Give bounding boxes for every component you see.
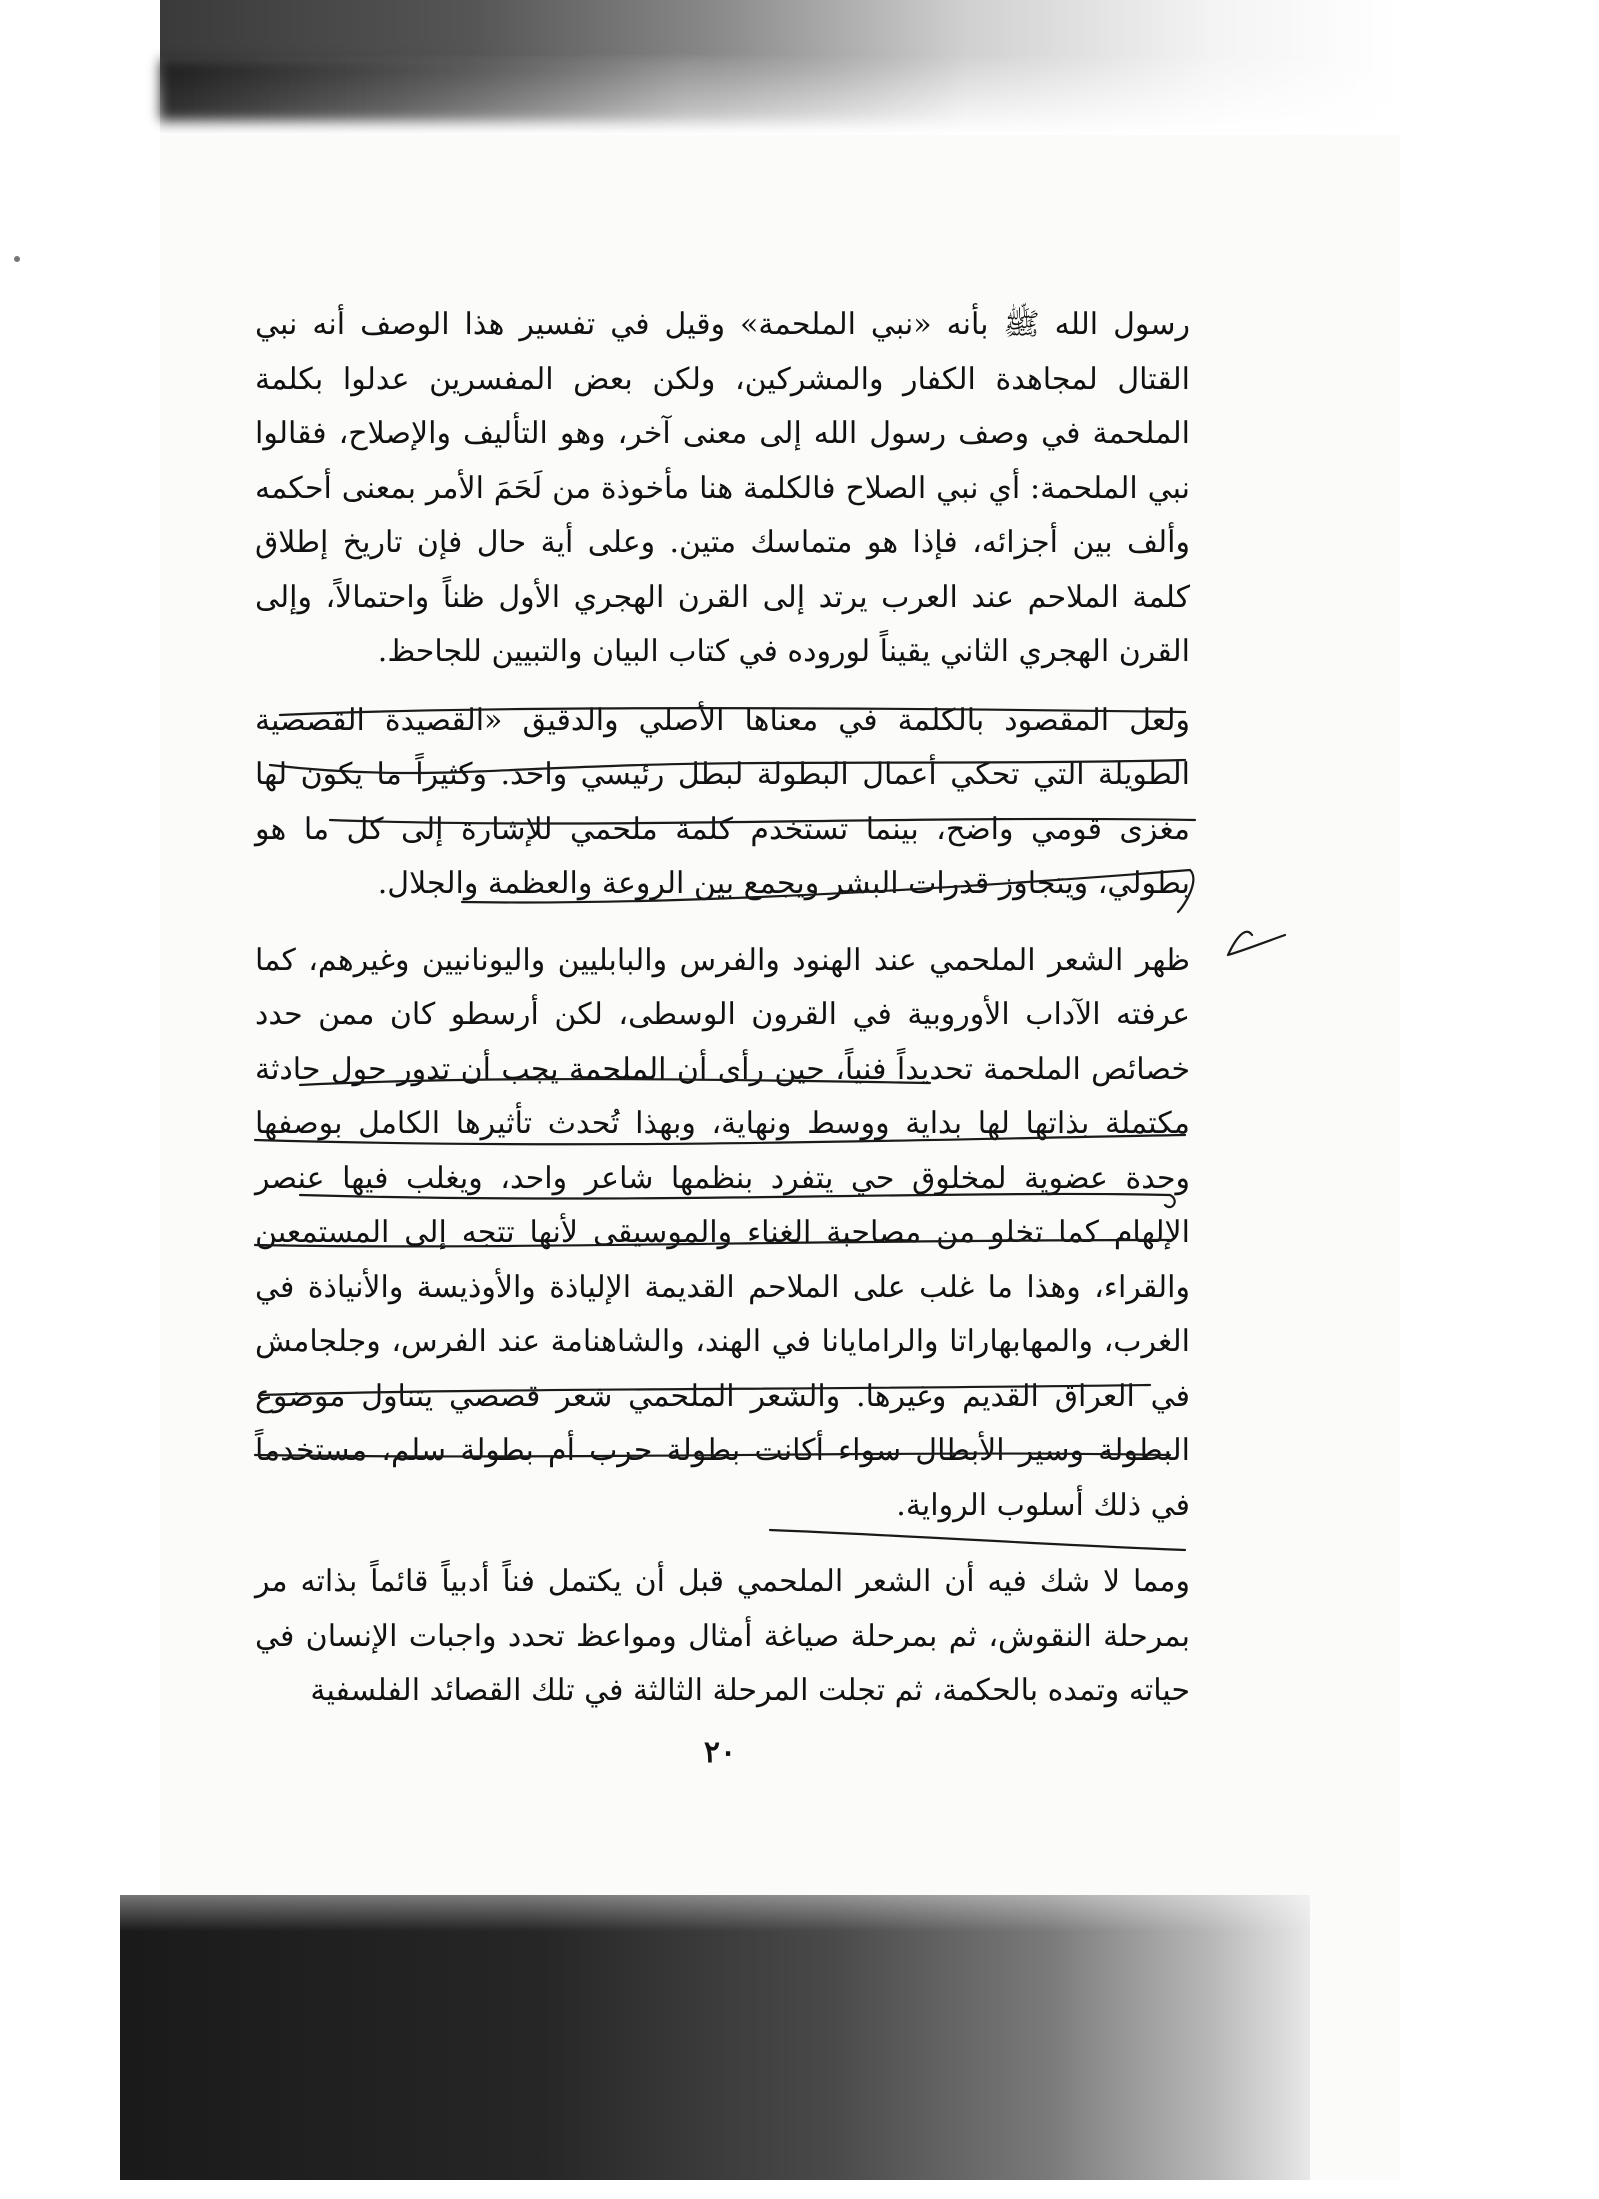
paragraph-4: ومما لا شك فيه أن الشعر الملحمي قبل أن يكتمل فناً أدبياً قائماً بذاته مر بمرحلة النقوش، ثم بمرحلة صياغة أمثال ومواعظ تحدد واجبات الإنسان في حياته وتمده بالحكمة، ثم تجلت المرحلة الثالثة في تلك القصائد الفلسفية (255, 1564, 1190, 1708)
paragraph-2: ولعل المقصود بالكلمة في معناها الأصلي والدقيق «القصيدة القصصية الطويلة التي تحكي أعمال البطولة لبطل رئيسي واحد. وكثيراً ما يكون لها مغزى قومي واضح، بينما تستخدم كلمة ملحمي للإشارة إلى كل ما هو بطولي، ويتجاوز قدرات البشر ويجمع بين الروعة والعظمة والجلال. (255, 702, 1190, 901)
paragraph-1: رسول الله ﷺ بأنه «نبي الملحمة» وقيل في تفسير هذا الوصف أنه نبي القتال لمجاهدة الكفار والمشركين، ولكن بعض المفسرين عدلوا بكلمة الملحمة في وصف رسول الله إلى معنى آخر، وهو التأليف والإصلاح، فقالوا نبي الملحمة: أي نبي الصلاح فالكلمة هنا مأخوذة من لَحَمَ الأمر بمعنى أحكمه وألف بين أجزائه، فإذا هو متماسك متين. وعلى أية حال فإن تاريخ إطلاق كلمة الملاحم عند العرب يرتد إلى القرن الهجري الأول ظناً واحتمالاً، وإلى القرن الهجري الثاني يقيناً لوروده في كتاب البيان والتبيين للجاحظ. (255, 307, 1190, 669)
scan-bottom-edge (0, 2180, 1599, 2199)
dust-speck (14, 256, 20, 262)
page-number: ٢٠ (703, 1735, 737, 1770)
scan-top-shadow-dark (160, 60, 960, 120)
body-text (255, 298, 1190, 1741)
paragraph-3: ظهر الشعر الملحمي عند الهنود والفرس والبابليين واليونانيين وغيرهم، كما عرفته الآداب الأوروبية في القرون الوسطى، لكن أرسطو كان ممن حدد خصائص الملحمة تحديداً فنياً، حين رأى أن الملحمة يجب أن تدور حول حادثة مكتملة بذاتها لها بداية ووسط ونهاية، وبهذا تُحدث تأثيرها الكامل بوصفها وحدة عضوية لمخلوق حي يتفرد بنظمها شاعر واحد، ويغلب فيها عنصر الإلهام كما تخلو من مصاحبة الغناء والموسيقى لأنها تتجه إلى المستمعين والقراء، وهذا ما غلب على الملاحم القديمة الإلياذة والأوذيسة والأنياذة في الغرب، والمهابهاراتا والرامايانا في الهند، والشاهنامة عند الفرس، وجلجامش في العراق القديم وغيرها. والشعر الملحمي شعر قصصي يتناول موضوع البطولة وسير الأبطال سواء أكانت بطولة حرب أم بطولة سلم، مستخدماً في ذلك أسلوب الرواية. (255, 942, 1190, 1523)
scan-bottom-shadow (120, 1895, 1310, 2199)
